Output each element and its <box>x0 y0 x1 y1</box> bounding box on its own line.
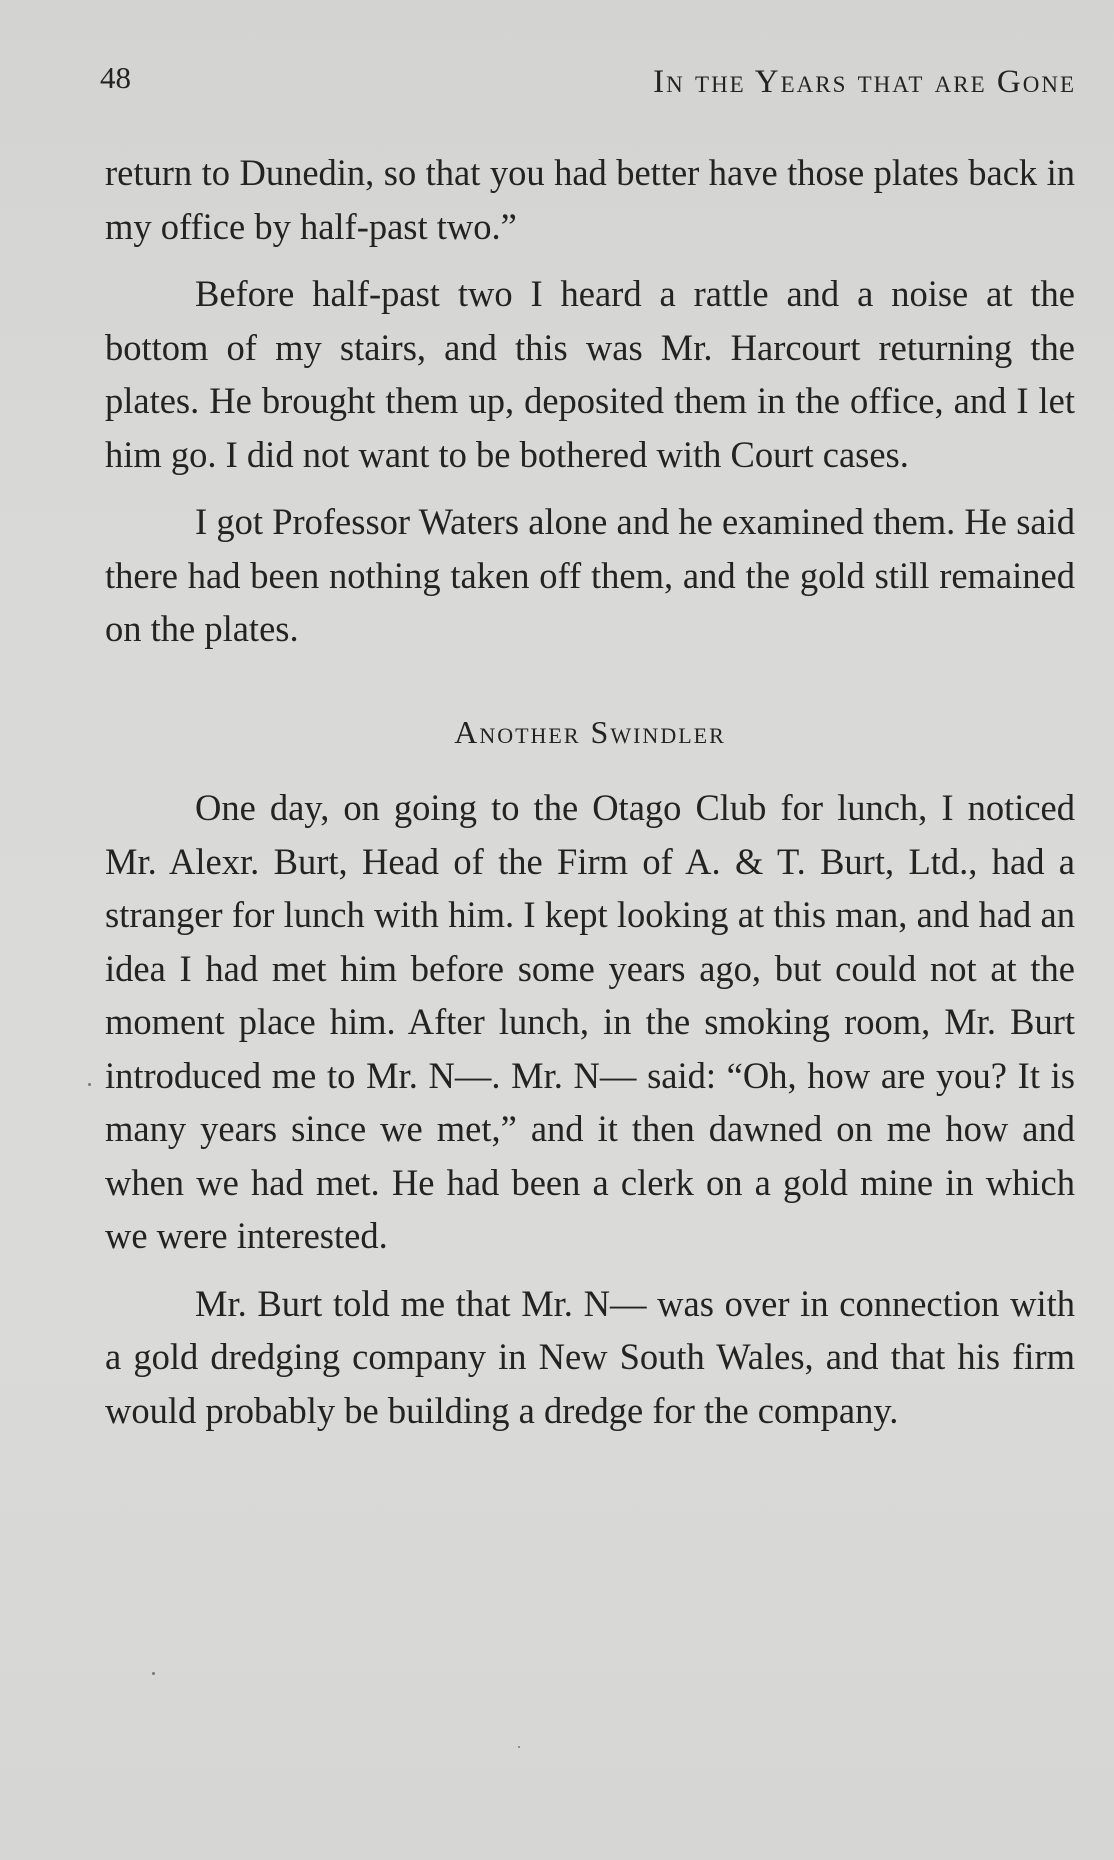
paragraph-2: Before half-past two I heard a rattle and a noise at the bottom of my stairs, and this was Mr. Harcourt returning the plates. He brought them up, deposited them in the office, and I let him go. I did not want to be bothered with Court cases. <box>105 273 1075 475</box>
running-title: In the Years that are Gone <box>653 64 1076 100</box>
paper-speck <box>88 1083 91 1086</box>
body-text <box>105 146 1075 1451</box>
paragraph-4: One day, on going to the Otago Club for lunch, I noticed Mr. Alexr. Burt, Head of the Firm of A. & T. Burt, Ltd., had a stranger for lunch with him. I kept looking at this man, and had an idea I had met him before some years ago, but could not at the moment place him. After lunch, in the smoking room, Mr. Burt introduced me to Mr. N—. Mr. N— said: “Oh, how are you? It is many years since we met,” and it then dawned on me how and when we had met. He had been a clerk on a gold mine in which we were interested. <box>105 787 1075 1256</box>
paper-speck <box>152 1672 155 1675</box>
page-number: 48 <box>100 60 131 95</box>
section-heading: Another Swindler <box>454 713 726 750</box>
paragraph-1: return to Dunedin, so that you had better have those plates back in my office by half-past two.” <box>105 152 1075 247</box>
running-head <box>100 60 1076 120</box>
paper-speck <box>518 1746 520 1748</box>
paragraph-5: Mr. Burt told me that Mr. N— was over in connection with a gold dredging company in New South Wales, and that his firm would probably be building a dredge for the company. <box>105 1282 1075 1431</box>
paragraph-3: I got Professor Waters alone and he examined them. He said there had been nothing taken off them, and the gold still remained on the plates. <box>105 501 1075 649</box>
